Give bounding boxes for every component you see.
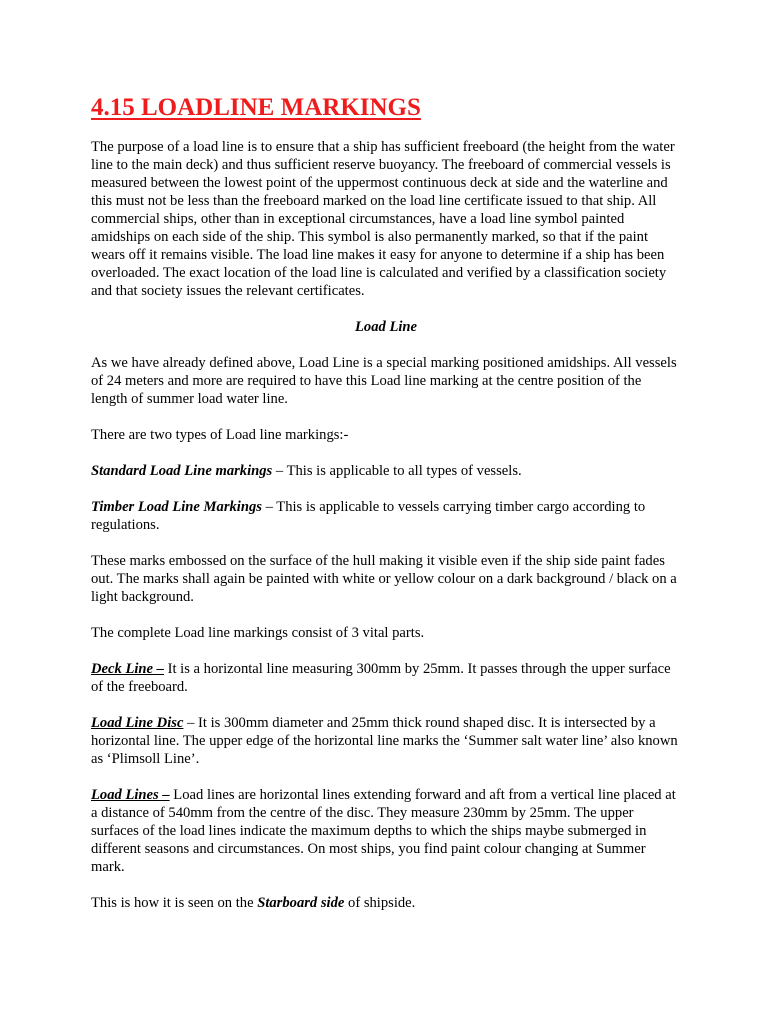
starboard-pre: This is how it is seen on the bbox=[91, 895, 258, 911]
subheading: Load Line bbox=[354, 319, 418, 335]
deck-line-paragraph bbox=[91, 660, 681, 696]
timber-desc: – This is applicable to vessels carrying timber cargo according to regulations. bbox=[91, 499, 646, 533]
starboard-term: Starboard side bbox=[257, 895, 345, 911]
deck-line-term: Deck Line – bbox=[91, 661, 164, 677]
load-line-disc-paragraph bbox=[91, 714, 681, 768]
load-lines-desc: Load lines are horizontal lines extending forward and aft from a vertical line placed at a distance of 540mm from the centre of the disc. They measure 230mm by 25mm. The upper surfaces of the load lines indicate the maximum depths to which the ships maybe submerged in different seasons and circumstances. On most ships, you find paint colour changing at Summer mark. bbox=[91, 787, 676, 875]
standard-paragraph bbox=[91, 462, 681, 480]
page-title: 4.15 LOADLINE MARKINGS bbox=[91, 94, 421, 121]
standard-term: Standard Load Line markings bbox=[91, 463, 273, 479]
load-line-disc-desc: – It is 300mm diameter and 25mm thick round shaped disc. It is intersected by a horizontal line. The upper edge of the horizontal line marks the ‘Summer salt water line’ also known as ‘Plimsoll Line’. bbox=[91, 715, 678, 767]
subheading-paragraph bbox=[91, 318, 681, 336]
standard-desc: – This is applicable to all types of vessels. bbox=[272, 463, 522, 479]
deck-line-desc: It is a horizontal line measuring 300mm by 25mm. It passes through the upper surface of the freeboard. bbox=[91, 661, 671, 695]
starboard-paragraph bbox=[91, 894, 681, 912]
parts-intro-paragraph: The complete Load line markings consist of 3 vital parts. bbox=[91, 625, 425, 641]
timber-term: Timber Load Line Markings bbox=[91, 499, 262, 515]
document-page bbox=[91, 92, 681, 930]
starboard-post: of shipside. bbox=[344, 895, 416, 911]
timber-paragraph bbox=[91, 498, 681, 534]
intro-paragraph: The purpose of a load line is to ensure that a ship has sufficient freeboard (the height from the water line to the main deck) and thus sufficient reserve buoyancy. The freeboard of commercial vessels is measured between the lowest point of the uppermost continuous deck at side and the waterline and this must not be less than the freeboard marked on the load line certificate issued to that ship. All commercial ships, other than in exceptional circumstances, have a load line symbol painted amidships on each side of the ship. This symbol is also permanently marked, so that if the paint wears off it remains visible. The load line makes it easy for anyone to determine if a ship has been overloaded. The exact location of the load line is calculated and verified by a classification society and that society issues the relevant certificates. bbox=[91, 139, 675, 299]
load-lines-paragraph bbox=[91, 786, 681, 876]
load-lines-term: Load Lines – bbox=[91, 787, 170, 803]
definition-paragraph: As we have already defined above, Load Line is a special marking positioned amidships. All vessels of 24 meters and more are required to have this Load line marking at the centre position of the length of summer load water line. bbox=[91, 355, 677, 407]
embossed-paragraph: These marks embossed on the surface of the hull making it visible even if the ship side paint fades out. The marks shall again be painted with white or yellow colour on a dark background / black on a light background. bbox=[91, 553, 677, 605]
load-line-disc-term: Load Line Disc bbox=[91, 715, 184, 731]
types-intro-paragraph: There are two types of Load line markings:- bbox=[91, 427, 349, 443]
